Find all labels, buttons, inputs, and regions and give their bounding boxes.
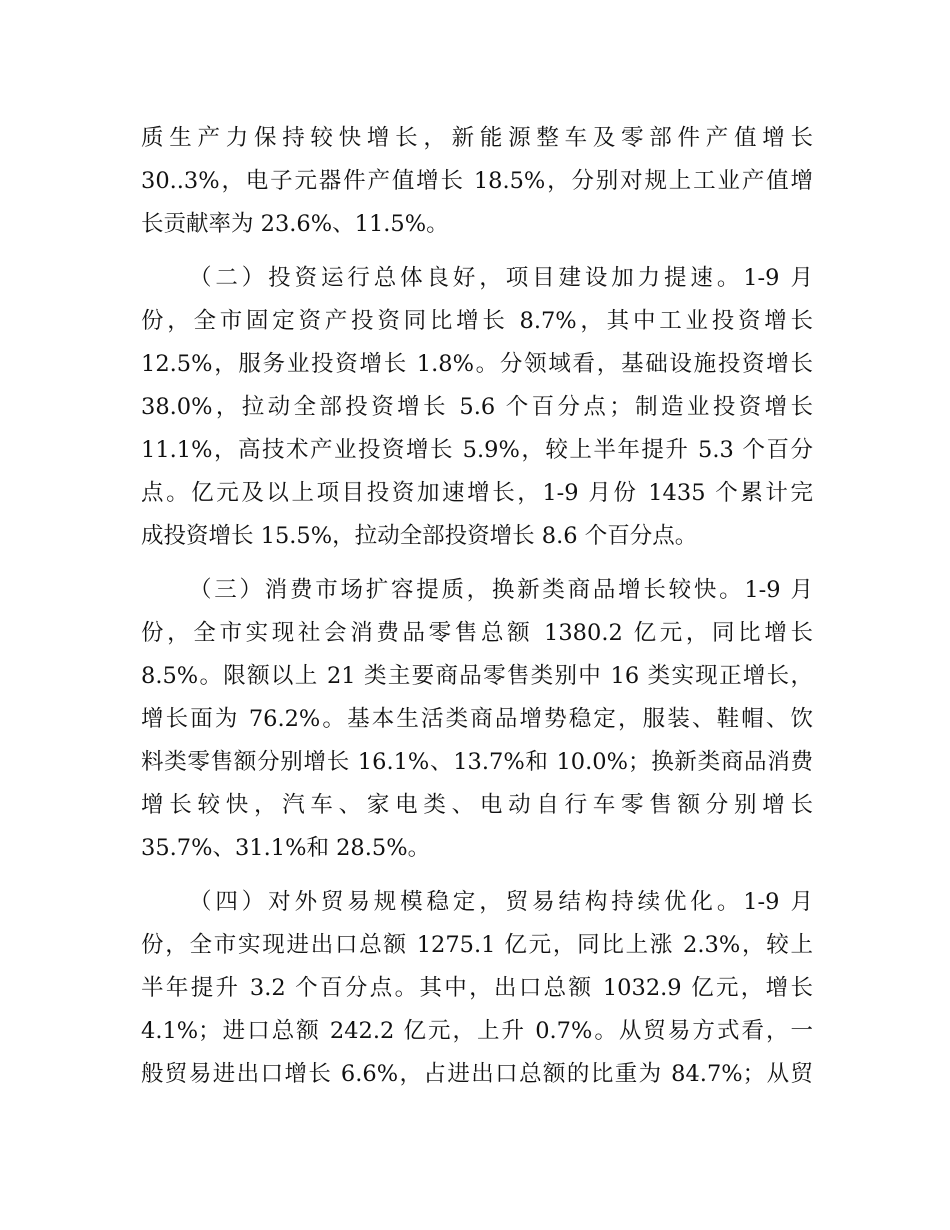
text-line: 份，全市固定资产投资同比增长 8.7%，其中工业投资增长 <box>141 308 813 334</box>
body-text <box>141 117 813 1096</box>
paragraph-spacing <box>141 246 813 257</box>
text-line: 11.1%，高技术产业投资增长 5.9%，较上半年提升 5.3 个百分 <box>141 437 813 463</box>
text-line: （三）消费市场扩容提质，换新类商品增长较快。1-9 月 <box>189 577 813 603</box>
text-line: 质生产力保持较快增长，新能源整车及零部件产值增长 <box>141 125 813 151</box>
text-line: 30..3%，电子元器件产值增长 18.5%，分别对规上工业产值增 <box>141 168 813 194</box>
text-line: 半年提升 3.2 个百分点。其中，出口总额 1032.9 亿元，增长 <box>141 975 813 1001</box>
paragraph-investment <box>141 257 813 558</box>
text-line: 增长较快，汽车、家电类、电动自行车零售额分别增长 <box>141 792 813 818</box>
text-line: 成投资增长 15.5%，拉动全部投资增长 8.6 个百分点。 <box>141 523 698 549</box>
text-line: 38.0%，拉动全部投资增长 5.6 个百分点；制造业投资增长 <box>141 394 813 420</box>
text-line: 增长面为 76.2%。基本生活类商品增势稳定，服装、鞋帽、饮 <box>141 706 813 732</box>
paragraph-spacing <box>141 558 813 569</box>
text-line: 长贡献率为 23.6%、11.5%。 <box>141 211 449 237</box>
paragraph-manufacturing <box>141 117 813 246</box>
text-line: 料类零售额分别增长 16.1%、13.7%和 10.0%；换新类商品消费 <box>141 749 813 775</box>
text-line: 般贸易进出口增长 6.6%，占进出口总额的比重为 84.7%；从贸 <box>141 1061 813 1087</box>
paragraph-consumption <box>141 569 813 870</box>
text-line: 8.5%。限额以上 21 类主要商品零售类别中 16 类实现正增长， <box>141 663 813 689</box>
text-line: （二）投资运行总体良好，项目建设加力提速。1-9 月 <box>189 265 813 291</box>
text-line: 点。亿元及以上项目投资加速增长，1-9 月份 1435 个累计完 <box>141 480 813 506</box>
text-line: 12.5%，服务业投资增长 1.8%。分领域看，基础设施投资增长 <box>141 351 813 377</box>
text-line: （四）对外贸易规模稳定，贸易结构持续优化。1-9 月 <box>189 889 813 915</box>
text-line: 份，全市实现社会消费品零售总额 1380.2 亿元，同比增长 <box>141 620 813 646</box>
text-line: 4.1%；进口总额 242.2 亿元，上升 0.7%。从贸易方式看，一 <box>141 1018 813 1044</box>
text-line: 份，全市实现进出口总额 1275.1 亿元，同比上涨 2.3%，较上 <box>141 932 813 958</box>
text-line: 35.7%、31.1%和 28.5%。 <box>141 835 431 861</box>
paragraph-spacing <box>141 870 813 881</box>
paragraph-trade <box>141 881 813 1096</box>
